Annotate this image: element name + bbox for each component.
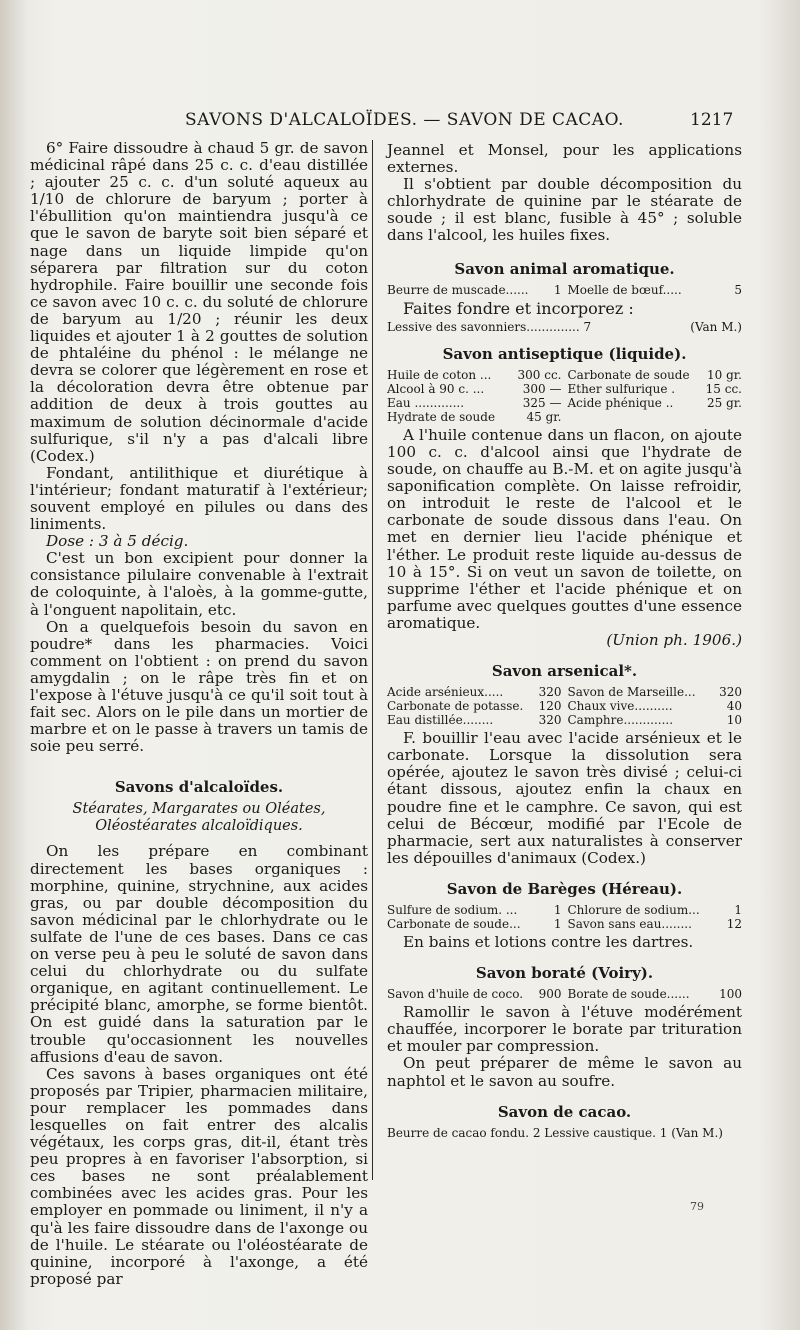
signature-mark: 79	[690, 1200, 704, 1213]
recipe-item: Moelle de bœuf..... 5	[567, 282, 742, 297]
recipe-item: Hydrate de soude 45 gr.	[387, 409, 562, 424]
paragraph: On peut préparer de même le savon au naphtol et le savon au soufre.	[387, 1054, 742, 1090]
recipe-item: Savon d'huile de coco. 900	[387, 987, 562, 1002]
recipe-item: Alcool à 90 c. ... 300 —	[387, 381, 562, 396]
recipe-table	[387, 320, 742, 334]
section-title: Savons d'alcaloïdes.	[114, 778, 284, 797]
recipe-item: Carbonate de soude... 1	[387, 917, 562, 931]
recipe-table	[387, 903, 742, 931]
recipe-item: Ether sulfurique . 15 cc.	[567, 381, 742, 396]
recipe-item: Acide phénique .. 25 gr.	[567, 395, 742, 410]
recipe-item: Carbonate de potasse. 120	[387, 699, 562, 714]
recipe-title: Savon antiseptique (liquide).	[442, 344, 687, 363]
recipe-item: Savon sans eau........ 12	[567, 917, 742, 931]
citation: (Union ph. 1906.)	[606, 630, 742, 649]
recipe-item: Beurre de cacao fondu. 2 Lessive caustique. 1 (Van M.)	[387, 1125, 723, 1140]
recipe-item: Camphre............. 10	[567, 713, 742, 728]
recipe-table	[387, 1126, 742, 1140]
paragraph: Il s'obtient par double décomposition du chlorhydrate de quinine par le stéarate de soude ; il est blanc, fusible à 45° ; soluble dans l'alcool, les huiles fixes.	[387, 175, 742, 245]
paragraph: Ces savons à bases organiques ont été proposés par Tripier, pharmacien militaire, pour remplacer les pommades dans lesquelles on fait entrer des alcalis végétaux, les corps gras, dit-il, étant très peu propres à en favoriser l'absorption, si ces bases ne sont préalablement combinées avec les acides gras. Pour les employer en pommade ou liniment, il n'y a qu'à les faire dissoudre dans de l'axonge ou de l'huile. Le stéarate ou l'oléostéarate de quinine, incorporé à l'axonge, a été proposé par	[30, 1064, 368, 1288]
recipe-item: Beurre de muscade...... 1	[387, 282, 562, 297]
paragraph: A l'huile contenue dans un flacon, on ajoute 100 c. c. d'alcool ainsi que l'hydrate de soude, on chauffe au B.-M. et on agite jusqu'à saponification complète. On laisse refroidir, on introduit le reste de l'alcool et le carbonate de soude dissous dans l'eau. On met en dernier lieu l'acide phénique et l'éther. Le produit reste liquide au-dessus de 10 à 15°. Si on veut un savon de toilette, on supprime l'éther et l'acide phénique et on parfume avec quelques gouttes d'une essence aromatique.	[387, 425, 742, 632]
paragraph: 6° Faire dissoudre à chaud 5 gr. de savon médicinal râpé dans 25 c. c. d'eau distillée ; ajouter 25 c. c. d'un soluté aqueux au 1/10 de chlorure de baryum ; porter à l'ébullition qu'on maintiendra jusqu'à ce que le savon de baryte soit bien séparé et nage dans un liquide limpide qu'on séparera par filtration sur du coton hydrophile. Faire bouillir une seconde fois ce savon avec 10 c. c. du soluté de chlorure de baryum au 1/20 ; réunir les deux liquides et ajouter 1 à 2 gouttes de solution de phtaléine du phénol : le mélange ne devra se colorer que légèrement en rose et la décoloration devra être obtenue par addition de deux à trois gouttes au maximum de solution décinormale d'acide sulfurique, s'il n'y a pas d'alcali libre (Codex.)	[30, 139, 368, 465]
recipe-item: Eau distillée........ 320	[387, 713, 562, 728]
paragraph: F. bouillir l'eau avec l'acide arsénieux et le carbonate. Lorsque la dissolution sera opérée, ajoutez le savon très divisé ; celui-ci étant dissous, ajoutez enfin la chaux en poudre fine et le camphre. Ce savon, qui est celui de Bécœur, modifié par l'Ecole de pharmacie, sert aux naturalistes à conserver les dépouilles d'animaux (Codex.)	[387, 729, 742, 867]
recipe-table	[387, 283, 742, 297]
recipe-item: Savon de Marseille... 320	[567, 685, 742, 700]
recipe-item: Eau ............. 325 —	[387, 395, 562, 410]
section-subtitle: Stéarates, Margarates ou Oléates, Oléostéarates alcaloïdiques.	[72, 801, 326, 835]
recipe-title: Savon de Barèges (Héreau).	[446, 879, 683, 898]
recipe-title: Savon boraté (Voiry).	[475, 964, 654, 983]
paragraph: Ramollir le savon à l'étuve modérément chauffée, incorporer le borate par trituration et mouler par compression.	[387, 1003, 742, 1056]
paragraph: C'est un bon excipient pour donner la consistance pilulaire convenable à l'extrait de coloquinte, à l'aloès, à la gomme-gutte, à l'onguent napolitain, etc.	[30, 549, 368, 619]
dose-line: Dose : 3 à 5 décig.	[46, 532, 189, 551]
recipe-item: Acide arsénieux..... 320	[387, 685, 562, 700]
recipe-item: Chaux vive.......... 40	[567, 699, 742, 714]
recipe-item: Carbonate de soude 10 gr.	[567, 367, 742, 382]
left-column	[30, 140, 368, 1288]
page-number: 1217	[690, 110, 734, 130]
recipe-item: Lessive des savonniers.............. 7 (Van M.)	[387, 319, 742, 334]
header-title: SAVONS D'ALCALOÏDES. — SAVON DE CACAO.	[185, 110, 624, 130]
recipe-item	[568, 410, 743, 424]
recipe-table	[387, 368, 742, 424]
running-header	[0, 110, 800, 138]
recipe-item: Huile de coton ... 300 cc.	[387, 367, 562, 382]
recipe-item: Borate de soude...... 100	[567, 987, 742, 1002]
paragraph: En bains et lotions contre les dartres.	[403, 933, 694, 951]
recipe-table	[387, 685, 742, 727]
paragraph: Jeannel et Monsel, pour les applications externes.	[387, 141, 742, 177]
right-column	[387, 142, 742, 1143]
paragraph: On a quelquefois besoin du savon en poudre* dans les pharmacies. Voici comment on l'obtient : on prend du savon amygdalin ; on le râpe très fin et on l'expose à l'étuve jusqu'à ce qu'il soit tout à fait sec. Alors on le pile dans un mortier de marbre et on le passe à travers un tamis de soie peu serré.	[30, 617, 368, 756]
recipe-item: Sulfure de sodium. ... 1	[387, 903, 562, 917]
paragraph: Fondant, antilithique et diurétique à l'intérieur; fondant maturatif à l'extérieur; souvent employé en pilules ou dans des liniments.	[30, 463, 368, 534]
column-divider	[372, 140, 373, 1180]
paragraph: On les prépare en combinant directement les bases organiques : morphine, quinine, strychnine, aux acides gras, ou par double décomposition du savon médicinal par le chlorhydrate ou le sulfate de l'une de ces bases. Dans ce cas on verse peu à peu le soluté de savon dans celui du chlorhydrate ou du sulfate organique, en agitant continuellement. Le précipité blanc, amorphe, se forme bientôt. On est guidé dans la saturation par le trouble qu'occasionnent les nouvelles affusions d'eau de savon.	[30, 842, 368, 1066]
recipe-title: Savon animal aromatique.	[454, 259, 675, 278]
recipe-table	[387, 987, 742, 1001]
paragraph: Faites fondre et incorporez :	[403, 298, 634, 318]
recipe-item: Chlorure de sodium... 1	[567, 903, 742, 917]
recipe-title: Savon de cacao.	[497, 1102, 632, 1121]
recipe-title: Savon arsenical*.	[491, 662, 638, 681]
